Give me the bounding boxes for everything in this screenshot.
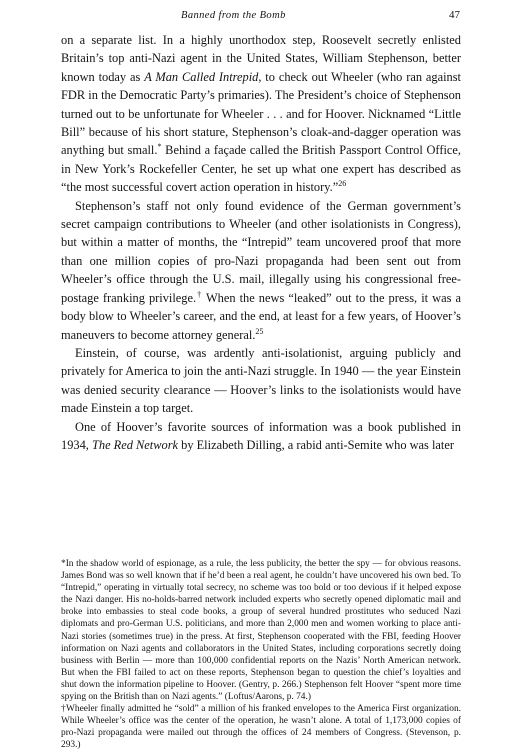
endnote-marker-25: 25 [255, 326, 264, 336]
footnote-marker-dagger: † [196, 289, 203, 299]
footnotes [61, 558, 461, 752]
p4-book-title: The Red Network [91, 437, 179, 452]
paragraph-1 [61, 31, 461, 197]
paragraph-3: Einstein, of course, was ardently anti-isolationist, arguing publicly and privately for America to join the anti-Nazi struggle. In 1940 — the year Einstein was denied security clearance — Hoover’s links to the isolationists would have made Einstein a top target. [61, 345, 461, 416]
p4-text-b: by Elizabeth Dilling, a rabid anti-Semite who was later [178, 437, 454, 452]
footnote-1: *In the shadow world of espionage, as a rule, the less publicity, the better the spy — for obvious reasons. James Bond was so well known that if he’d been a real agent, he couldn’t have uncovered his own bed. To “Intrepid,” operating in virtually total secrecy, no scheme was too bold or too devious if it helped expose the Nazi danger. His no-holds-barred network included experts who secretly opened diplomatic mail and broke into embassies to steal code books, a group of several hundred prostitutes who seduced Nazi diplomats and pro-German U.S. politicians, and more than 2,000 men and women working to place anti-Nazi stories (sometimes true) in the press. At first, Stephenson cooperated with the FBI, feeding Hoover information on Nazi agents and collaborators in the United States, including corporations secretly doing business with Berlin — more than 100,000 confidential reports on the Nazis’ North American network. But when the FBI failed to act on these reports, Stephenson began to question the chief’s loyalties and shut down the information pipeline to Hoover. (Gentry, p. 266.) Stephenson felt Hoover “spent more time spying on the British than on Nazi agents.” (Loftus/Aarons, p. 74.) [61, 559, 461, 703]
running-head-title: Banned from the Bomb [181, 10, 286, 21]
p2-text-b: When the news “leaked” out to the press, it was a body blow to Wheeler’s career, and the end, at least for a few years, of Hoover’s maneuvers to become attorney general. [61, 290, 461, 342]
p1-text-c: Behind a façade called the British Passport Control Office, in New York’s Rockefeller Center, he set up what one expert has described as “the most successful covert action operation in history.” [61, 143, 461, 195]
p1-book-title: A Man Called Intrepid [144, 69, 259, 84]
p1-text-a: on a separate list. In a highly unorthodox step, Roosevelt secretly enlisted Britain’s top anti-Nazi agent in the United States, William Stephenson, better known today as [61, 33, 461, 84]
p4-text-a: One of Hoover’s favorite sources of information was a book published in 1934, [61, 419, 461, 452]
endnote-marker-26: 26 [338, 179, 347, 189]
body-text [61, 31, 461, 454]
footnote-2: †Wheeler finally admitted he “sold” a million of his franked envelopes to the America First organization. While Wheeler’s office was the center of the operation, he wasn’t alone. A total of 1,173,000 copies of pro-Nazi propaganda were mailed out through the offices of 24 members of Congress. (Stevenson, p. 293.) [61, 704, 461, 751]
running-head [61, 9, 460, 21]
paragraph-4 [61, 418, 461, 455]
page-number: 47 [449, 9, 460, 21]
p1-text-b: , to check out Wheeler (who ran against FDR in the Democratic Party’s primaries). The President’s choice of Stephenson turned out to be unfortunate for Wheeler . . . and for Hoover. Nicknamed “Little Bill” because of his short stature, Stephenson’s cloak-and-dagger operation was anything but small. [61, 69, 461, 158]
p2-text-a: Stephenson’s staff not only found evidence of the German government’s secret campaign contributions to Wheeler (and other isolationists in Congress), but within a matter of months, the “Intrepid” team uncovered proof that more than one million copies of pro-Nazi propaganda had been sent out from Wheeler’s office through the U.S. mail, illegally using his congressional free-postage franking privilege. [61, 198, 461, 305]
paragraph-2 [61, 197, 461, 344]
footnote-marker-asterisk: * [157, 142, 162, 152]
